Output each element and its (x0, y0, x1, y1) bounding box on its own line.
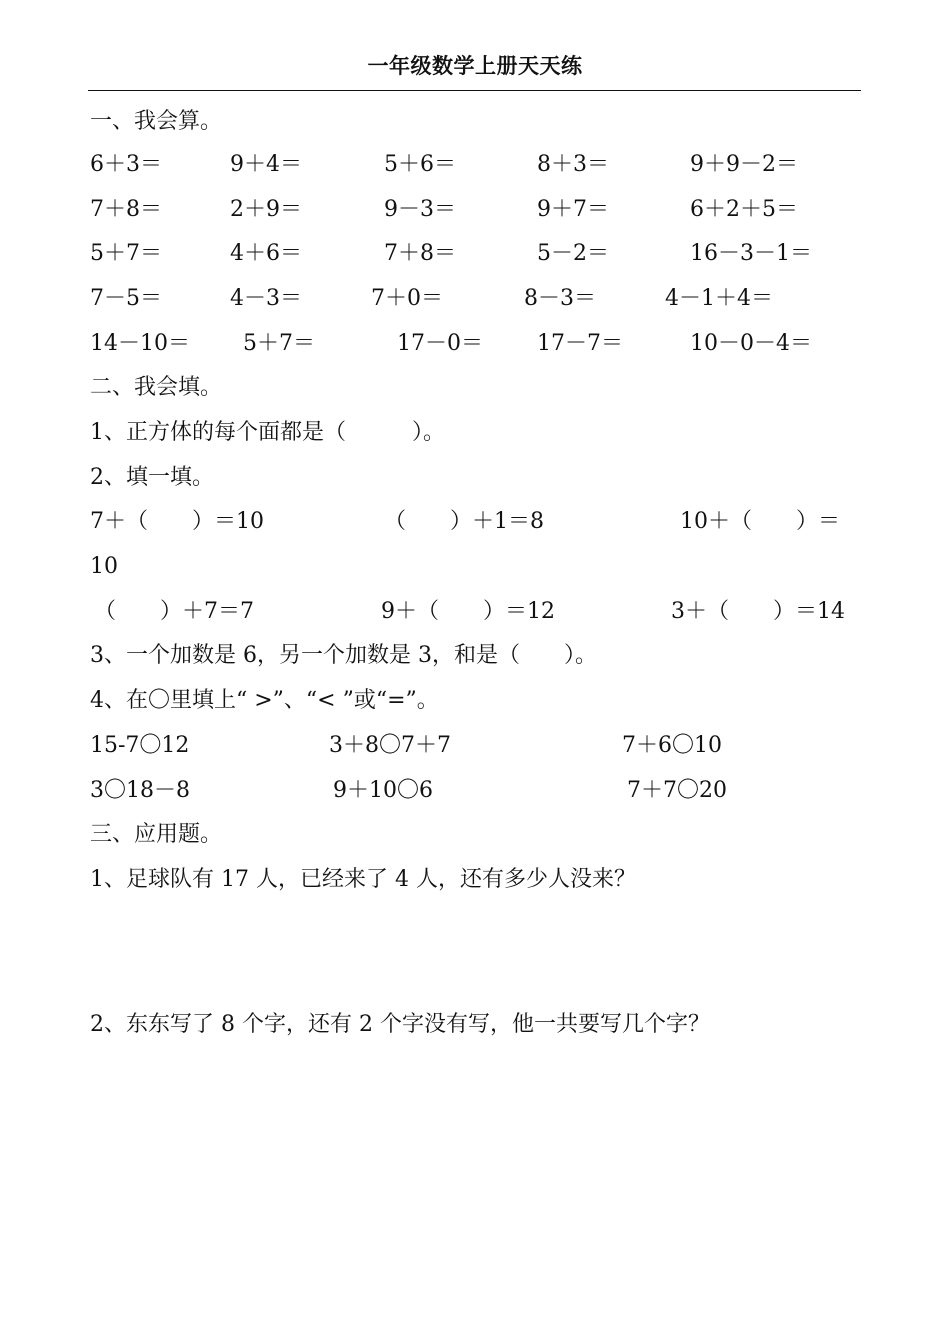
fill-blank-item: （ ）＋1＝8 (384, 509, 544, 534)
calc-item: 6＋3＝ (90, 152, 162, 177)
calc-item: 5－2＝ (537, 241, 609, 266)
compare-item: 7＋6〇10 (622, 733, 722, 758)
compare-item: 7＋7〇20 (627, 778, 727, 803)
calc-item: 7－5＝ (90, 286, 162, 311)
fill-blank-item: 7＋（ ）＝10 (90, 509, 264, 534)
compare-item: 3＋8〇7＋7 (329, 733, 451, 758)
calc-item: 8－3＝ (524, 286, 596, 311)
page-title: 一年级数学上册天天练 (367, 54, 583, 78)
calc-item: 4＋6＝ (230, 241, 302, 266)
calc-item: 10－0－4＝ (690, 331, 812, 356)
calc-item: 9－3＝ (384, 197, 456, 222)
calc-item: 5＋7＝ (243, 331, 315, 356)
section3-heading: 三、应用题。 (90, 822, 223, 847)
calc-item: 16－3－1＝ (690, 241, 812, 266)
calc-item: 4－1＋4＝ (665, 286, 773, 311)
compare-item: 9＋10〇6 (333, 778, 433, 803)
question-3-1: 1、足球队有 17 人，已经来了 4 人，还有多少人没来？ (90, 867, 636, 892)
calc-item: 14－10＝ (90, 331, 190, 356)
section2-heading: 二、我会填。 (90, 375, 223, 400)
calc-item: 17－0＝ (397, 331, 483, 356)
question-2-2: 2、填一填。 (90, 465, 214, 490)
calc-item: 9＋9－2＝ (690, 152, 798, 177)
question-2-3: 3、一个加数是 6，另一个加数是 3，和是（ ）。 (90, 643, 597, 668)
calc-item: 9＋7＝ (537, 197, 609, 222)
fill-blank-item: （ ）＋7＝7 (94, 599, 254, 624)
calc-item: 2＋9＝ (230, 197, 302, 222)
calc-item: 7＋0＝ (371, 286, 443, 311)
calc-item: 5＋7＝ (90, 241, 162, 266)
calc-item: 9＋4＝ (230, 152, 302, 177)
fill-blank-item: 3＋（ ）＝14 (671, 599, 845, 624)
calc-item: 7＋8＝ (90, 197, 162, 222)
compare-item: 3〇18－8 (90, 778, 190, 803)
calc-item: 6＋2＋5＝ (690, 197, 798, 222)
question-2-4: 4、在〇里填上“ >”、“< ”或“=”。 (90, 688, 439, 713)
title-underline (88, 90, 861, 91)
calc-item: 4－3＝ (230, 286, 302, 311)
fill-blank-item: 9＋（ ）＝12 (381, 599, 555, 624)
question-2-1: 1、正方体的每个面都是（ ）。 (90, 420, 445, 445)
calc-item: 7＋8＝ (384, 241, 456, 266)
calc-item: 8＋3＝ (537, 152, 609, 177)
fill-blank-wrap: 10 (90, 554, 118, 579)
compare-item: 15-7〇12 (90, 733, 190, 758)
calc-item: 5＋6＝ (384, 152, 456, 177)
section1-heading: 一、我会算。 (90, 109, 223, 134)
fill-blank-item: 10＋（ ）＝ (680, 509, 840, 534)
calc-item: 17－7＝ (537, 331, 623, 356)
question-3-2: 2、东东写了 8 个字，还有 2 个字没有写，他一共要写几个字？ (90, 1012, 710, 1037)
